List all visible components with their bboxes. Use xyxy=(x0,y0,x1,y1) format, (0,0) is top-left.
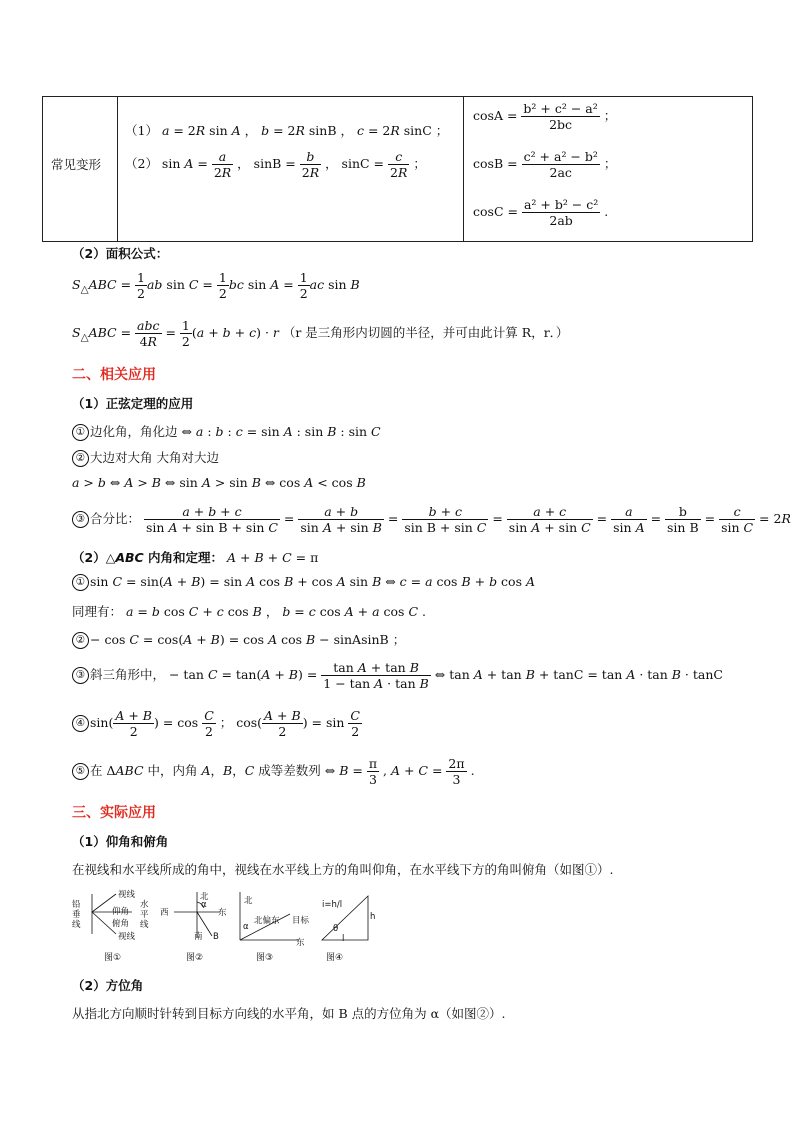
item-1: ① 边化角，角化边 ⇔ a : b : c = sin A : sin B : sin C xyxy=(72,422,381,441)
section3-sub2: （2）方位角 xyxy=(72,978,144,993)
table-mid-line2: （2） sin A = $\frac{a}{2R}$ ， sinB = $\frac{b}{2R}$ ， sinC = $\frac{c}{2R}$ ； xyxy=(125,149,426,180)
fig3-caption: 图③ xyxy=(256,953,274,963)
fig2-label-south: 南 xyxy=(194,932,203,942)
section2-sub1: （1）正弦定理的应用 xyxy=(72,396,194,411)
fig1-caption: 图① xyxy=(104,953,122,963)
circled-number: ② xyxy=(72,450,89,467)
fig2-label-alpha: α xyxy=(201,900,207,910)
circled-number: ⑤ xyxy=(72,763,89,780)
fig2-label-north: 北 xyxy=(200,892,209,902)
fig1-label-depression: 俯角 xyxy=(112,919,130,929)
fig3-label-east: 东 xyxy=(296,938,305,948)
fig3-label-north: 北 xyxy=(244,896,253,906)
section3-paragraph1: 在视线和水平线所成的角中，视线在水平线上方的角叫仰角，在水平线下方的角叫俯角（如图①）. xyxy=(72,862,614,877)
item-j4: ④ sin( $\frac{A + B}{2}$ ) = cos $\frac{C}{2}$ ； cos( $\frac{A + B}{2}$ ) = sin $\frac{C}{2}$ xyxy=(72,708,362,739)
cosB-formula: cosB = $\frac{\text{c² + a² − b²}}{2ac}$ ； xyxy=(473,149,617,180)
fig2-label-east: 东 xyxy=(218,908,227,918)
table-mid-line1: （1） a = 2R sin A ， b = 2R sinB ， c = 2R sinC ； xyxy=(125,123,449,138)
fig4-label-slope: i=h/l xyxy=(322,900,343,910)
fig3-label-target: 目标 xyxy=(292,916,310,926)
cosC-formula: cosC = $\frac{\text{a² + b² − c²}}{2ab}$ . xyxy=(473,197,609,228)
table-row-label: 常见变形 xyxy=(51,157,102,172)
circled-number: ③ xyxy=(72,511,89,528)
section2-title: 二、相关应用 xyxy=(72,367,156,383)
item-2b: a > b ⇔ A > B ⇔ sin A > sin B ⇔ cos A < cos B xyxy=(72,475,366,490)
table-divider xyxy=(117,97,118,241)
fig1-label-plumb: 铅垂线 xyxy=(72,900,81,930)
item-j3: ③ 斜三角形中， − tan C = tan(A + B) = $\frac{\text{tan A + tan B}}{\text{1 − tan A · tan B}}$ ⇔ tan A + tan B + tanC = tan A · tan B · tanC xyxy=(72,660,723,691)
section2-sub2: （2）△ABC 内角和定理： A + B + C = π xyxy=(72,550,319,565)
circled-number: ④ xyxy=(72,715,89,732)
fig4-caption: 图④ xyxy=(326,953,344,963)
section3-title: 三、实际应用 xyxy=(72,805,156,821)
circled-number: ③ xyxy=(72,667,89,684)
section3-paragraph2: 从指北方向顺时针转到目标方向线的水平角，如 B 点的方位角为 α（如图②）. xyxy=(72,1006,506,1021)
area-formula-2: $S_\triangle ABC$ = $\frac{\text{abc}}{4R}$ = $\frac{1}{2}$ (a + b + c) · r （r 是三角形内切圆的半径，并可由此计算 R，r．） xyxy=(72,318,569,349)
circled-number: ① xyxy=(72,574,89,591)
item-j5: ⑤ 在 ΔABC 中，内角 A，B，C 成等差数列 ⇔ B = $\frac{\pi}{3}$ , A + C = $\frac{2\pi}{3}$ . xyxy=(72,756,475,787)
fig2-label-b: B xyxy=(213,932,219,942)
fig2-label-west: 西 xyxy=(160,908,169,918)
circled-number: ② xyxy=(72,632,89,649)
area-formula-1: $S_\triangle ABC$ = $\frac{1}{2}$ ab sin C = $\frac{1}{2}$ bc sin A = $\frac{1}{2}$ ac sin B xyxy=(72,270,360,301)
fig1-label-sight-up: 视线 xyxy=(118,890,136,900)
fig1-label-elevation: 仰角 xyxy=(112,907,130,917)
fig4-label-theta: θ xyxy=(333,924,339,934)
item-j2: ② − cos C = cos(A + B) = cos A cos B − sinAsinB ； xyxy=(72,630,405,649)
section3-sub1: （1）仰角和俯角 xyxy=(72,834,169,849)
item-3: ③ 合分比： $\frac{a + b + c}{\text{sin A + sin B + sin C}}$ = $\frac{a + b}{\text{sin A + sin B}}$ = $\frac{b + c}{\text{sin B + sin C}}$ = $\frac{a + c}{\text{sin A + sin C}}$ = $\frac{a}{\text{sin A}}$ = $\frac{b}{\text{sin B}}$ = $\frac{c}{\text{sin C}}$ = 2R xyxy=(72,504,791,535)
cosA-formula: cosA = $\frac{\text{b² + c² − a²}}{2bc}$ ； xyxy=(473,101,617,132)
fig3-label-alpha: α xyxy=(243,922,249,932)
variants-table xyxy=(42,96,753,242)
item-2: ② 大边对大角 大角对大边 xyxy=(72,448,219,467)
fig1-label-sight-down: 视线 xyxy=(118,932,136,942)
table-divider xyxy=(463,97,464,241)
fig2-caption: 图② xyxy=(186,953,204,963)
fig1-label-horizontal: 水平线 xyxy=(140,900,149,930)
circled-number: ① xyxy=(72,424,89,441)
fig4-label-h: h xyxy=(370,912,376,922)
fig3-label-ne: 北偏东 xyxy=(254,916,280,926)
area-heading: （2）面积公式： xyxy=(72,246,169,261)
item-j1b: 同理有： a = b cos C + c cos B ， b = c cos A + a cos C . xyxy=(72,604,426,619)
item-j1: ① sin C = sin(A + B) = sin A cos B + cos A sin B ⇔ c = a cos B + b cos A xyxy=(72,574,535,591)
fig4-label-l: l xyxy=(342,934,345,944)
